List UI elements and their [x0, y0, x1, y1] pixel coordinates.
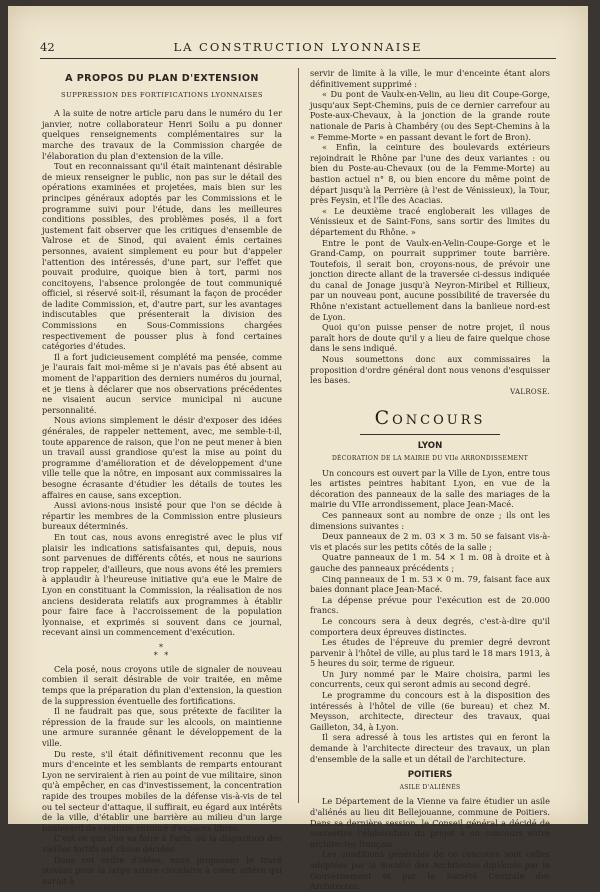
article-paragraph: Quoi qu'on puisse penser de notre projet, il nous paraît hors de doute qu'il y a lieu de faire quelque chose dans le sens indiqué.	[310, 322, 550, 354]
concours-paragraph: La dépense prévue pour l'exécution est de 20.000 francs.	[310, 594, 550, 616]
article-paragraph: « Le deuxième tracé engloberait les villages de Vénissieux et de Saint-Fons, sans sortir des limites du département du Rhône. »	[310, 205, 550, 237]
concours-subheading: ASILE D'ALIÉNÉS	[399, 783, 461, 791]
article-paragraph: A la suite de notre article paru dans le numéro du 1er janvier, notre collaborateur Henri Soilu a pu donner quelques renseignements complémentaires sur la marche des travaux de la Commission chargée de l'élaboration du plan d'extension de la ville.	[42, 108, 282, 161]
concours-paragraph: Le programme du concours est à la disposition des intéressés à l'hôtel de ville (6e bureau) et chez M. Meysson, architecte, directeur des travaux, quai Gailleton, 34, à Lyon.	[310, 690, 550, 732]
article-paragraph: En tout cas, nous avons enregistré avec le plus vif plaisir les indications satisfaisantes qui, depuis, nous sont parvenues de différents côtés, et nous ne saurions trop rappeler, d'ailleurs, que nous avons été les premiers à applaudir à l'heureuse initiative qu'a eue le Maire de Lyon en constituant la Commission, la réalisation de nos anciens desiderata relatifs aux programmes à établir pour faire face à l'accroissement de la population lyonnaise, et exprimés si souvent dans ce journal, recevant ainsi un commencement d'exécution.	[42, 531, 282, 638]
concours-section-title: Concours	[374, 407, 486, 430]
concours-paragraph: Ces panneaux sont au nombre de onze ; ils ont les dimensions suivantes :	[310, 509, 550, 531]
article-heading: A PROPOS DU PLAN D'EXTENSION	[65, 73, 259, 84]
journal-title: LA CONSTRUCTION LYONNAISE	[173, 40, 423, 54]
concours-subheading: DÉCORATION DE LA MAIRIE DU VIIe ARRONDISSEMENT	[331, 455, 529, 462]
article-paragraph: Aussi avions-nous insisté pour que l'on se décide à répartir les membres de la Commission entre plusieurs bureaux déterminés.	[42, 500, 282, 532]
article-paragraph: Nous soumettons donc aux commissaires la proposition d'ordre général dont nous venons d'esquisser les bases.	[310, 354, 550, 386]
concours-paragraph: Le Département de la Vienne va faire étudier un asile d'aliénés au lieu dit Bellejouanne, commune de Poitiers. Dans sa dernière session, le Conseil général a décidé de soumettre l'élaboration du projet à un concours entre architectes français.	[310, 796, 550, 849]
article-paragraph: Tout en reconnaissant qu'il était maintenant désirable de mieux renseigner le public, non pas sur le détail des opérations examinées et projetées, mais bien sur les principes généraux adoptés par les Commissions et le programme suivi pour l'étude, dans les meilleures conditions possibles, des problèmes posés, il a fort justement fait observer que les critiques d'ensemble de Valrose et de Sinod, qui avaient émis certaines personnes, avaient simplement eu pour but d'appeler l'attention des intéressés, d'une part, sur l'effet que pouvait produire, quoique bien à tort, parmi nos concitoyens, l'absence prolongée de tout communiqué officiel, si réservé soit-il, résumant la façon de procéder de ladite Commission, et, d'autre part, sur les avantages indiscutables que présenterait la division des Commissions en Sous-Commissions chargées respectivement de pousser plus à fond certaines catégories d'études.	[42, 161, 282, 352]
concours-paragraph: Un Jury nommé par le Maire choisira, parmi les concurrents, ceux qui seront admis au second degré.	[310, 668, 550, 690]
concours-paragraph: Deux panneaux de 2 m. 03 × 3 m. 50 se faisant vis-à-vis et placés sur les petits côtés de la salle ;	[310, 531, 550, 552]
concours-paragraph: Il sera adressé à tous les artistes qui en feront la demande à l'architecte directeur des travaux, un plan d'ensemble de la salle et un détail de l'architecture.	[310, 732, 550, 764]
page-number: 42	[40, 40, 55, 54]
page-header	[40, 40, 556, 54]
concours-paragraph: Les études de l'épreuve du premier degré devront parvenir à l'hôtel de ville, au plus tard le 18 mars 1913, à 5 heures du soir, terme de rigueur.	[310, 637, 550, 669]
journal-page	[8, 6, 588, 892]
title-underline	[360, 434, 500, 435]
article-paragraph: servir de limite à la ville, le mur d'enceinte étant alors définitivement supprimé :	[310, 68, 550, 89]
header-rule	[40, 58, 556, 59]
left-column	[42, 68, 282, 886]
article-paragraph: Du reste, s'il était définitivement reconnu que les murs d'enceinte et les semblants de remparts entourant Lyon ne serviraient à rien au point de vue militaire, sinon qu'à empêcher, en cas d'investissement, la concentration rapide des troupes mobiles de la défense vis-à-vis de tel ou tel secteur d'attaque, il suffirait, eu égard aux intérêts de la ville, d'établir une barrière au milieu d'un large boulevard de ceinture entouré d'espaces libres.	[42, 748, 282, 833]
concours-paragraph: Un concours est ouvert par la Ville de Lyon, entre tous les artistes peintres habitant Lyon, en vue de la décoration des panneaux de la salle des mariages de la mairie du VIIe arrondissement, place Jean-Macé.	[310, 467, 550, 510]
column-divider	[298, 68, 299, 803]
article-paragraph: Nous avions simplement le désir d'exposer des idées générales, de rappeler nettement, avec, me semble-t-il, toute apparence de raison, que l'on ne peut mener à bien un travail aussi grandiose qu'est la mise au point du programme d'amélioration et de développement d'une ville telle que la nôtre, en imposant aux commissaires la besogne écrasante d'étudier les détails de toutes les affaires en cause, sans exception.	[42, 415, 282, 500]
concours-paragraph: Le concours sera à deux degrés, c'est-à-dire qu'il comportera deux épreuves distinctes.	[310, 615, 550, 637]
section-separator: * * *	[153, 642, 171, 660]
article-paragraph: Il a fort judicieusement complété ma pensée, comme je l'aurais fait moi-même si je n'avais pas été absent au moment de l'apparition des derniers numéros du journal, et je tiens à déclarer que nos observations précédentes ne visaient aucun service municipal ni aucune personnalité.	[42, 351, 282, 415]
city-heading-poitiers: POITIERS	[407, 770, 453, 781]
article-paragraph: « Enfin, la ceinture des boulevards extérieurs rejoindrait le Rhône par l'une des deux variantes : ou bien du Poste-au-Chevaux (ou de la Femme-Morte) au bastion actuel n° 8, ou bien encore du même point de départ jusqu'à la Perrière (à l'est de Vénissieux), la Tour, près Feysin, et l'Île des Acacias.	[310, 142, 550, 206]
author-signature: VALROSE.	[510, 387, 550, 396]
right-column	[310, 68, 550, 892]
concours-paragraph: Les conditions générales de ce concours sont celles adoptées par la Société des Architectes diplômés par le Gouvernement et par la Société Centrale des Architectes.	[310, 849, 550, 892]
city-heading-lyon: LYON	[417, 441, 443, 452]
article-paragraph: Cela posé, nous croyons utile de signaler de nouveau combien il serait désirable de voir traitée, en même temps que la préparation du plan d'extension, la question de la suppression éventuelle des fortifications.	[42, 663, 282, 706]
concours-paragraph: Cinq panneaux de 1 m. 53 × 0 m. 79, faisant face aux baies donnant place Jean-Macé.	[310, 573, 550, 595]
article-paragraph: Il ne faudrait pas que, sous prétexte de faciliter la répression de la fraude sur les alcools, on maintienne une armure surannée gênant le développement de la ville.	[42, 706, 282, 749]
article-paragraph: Dans cet ordre d'idées, nous proposons le tracé suivant pour la large artère circulaire à créer, artère qui aurait à	[42, 854, 282, 886]
article-paragraph: Entre le pont de Vaulx-en-Velin-Coupe-Gorge et le Grand-Camp, on pourrait supprimer toute barrière. Toutefois, il serait bon, croyons-nous, de prévoir une jonction directe allant de la traversée ci-dessus indiquée du canal de Jonage jusqu'à Neyron-Miribel et Rillieux, par un nouveau pont, aucune possibilité de traversée du Rhône n'existant actuellement dans la banlieue nord-est de Lyon.	[310, 237, 550, 322]
article-paragraph: C'est ce que l'on va faire à Paris, où la disparition des vieilles fortifs est chose décidée.	[42, 833, 282, 854]
article-paragraph: « Du pont de Vaulx-en-Velin, au lieu dit Coupe-Gorge, jusqu'aux Sept-Chemins, puis de ce dernier carrefour au Poste-aux-Chevaux, à la jonction de la grande route nationale de Paris à Chambéry (ou des Sept-Chemins à la « Femme-Morte » en passant devant le fort de Bron).	[310, 89, 550, 142]
concours-paragraph: Quatre panneaux de 1 m. 54 × 1 m. 08 à droite et à gauche des panneaux précédents ;	[310, 552, 550, 573]
article-subheading: SUPPRESSION DES FORTIFICATIONS LYONNAISES	[61, 90, 263, 99]
